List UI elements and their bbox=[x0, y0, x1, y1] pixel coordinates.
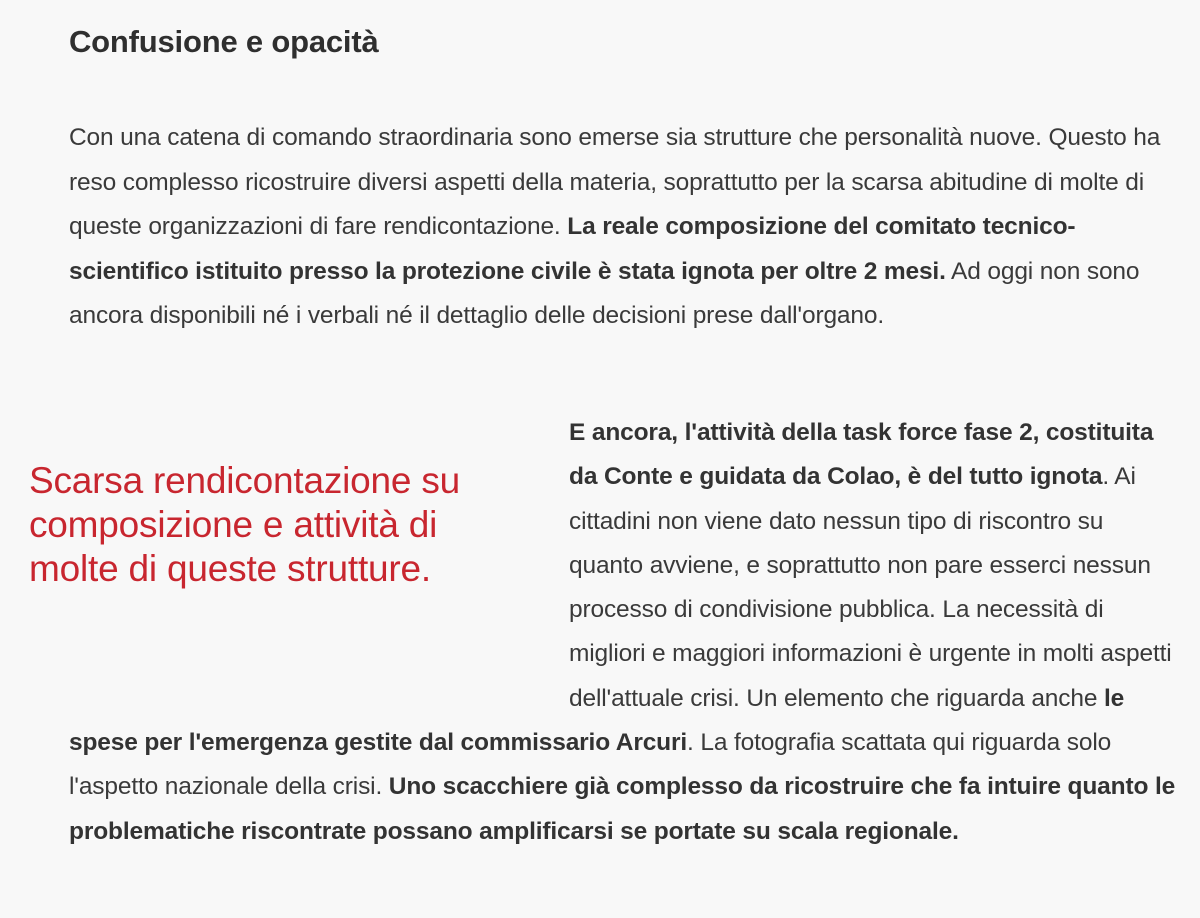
section-heading: Confusione e opacità bbox=[69, 24, 379, 59]
pullquote bbox=[29, 411, 569, 721]
paragraph-2-bold-2: le spese per l'emergenza gestite dal commissario Arcuri bbox=[69, 684, 1125, 757]
paragraph-1-text-1: Con una catena di comando straordinaria sono emerse sia strutture che personalità nuove. Questo ha reso complesso ricostruire diversi aspetti della materia, soprattutto per la scarsa abitudine di molte di queste organizzazioni di fare rendicontazione. bbox=[69, 124, 1161, 240]
paragraph-1 bbox=[69, 116, 1179, 339]
paragraph-2 bbox=[29, 411, 1181, 854]
paragraph-2-text-1: . Ai cittadini non viene dato nessun tipo di riscontro su quanto avviene, e soprattutto non pare esserci nessun processo di condivisione pubblica. La necessità di migliori e maggiori informazioni è urgente in molti aspetti dell'attuale crisi. Un elemento che riguarda anche bbox=[569, 463, 1172, 712]
paragraph-1-text-2: Ad oggi non sono ancora disponibili né i verbali né il dettaglio delle decisioni prese dall'organo. bbox=[69, 257, 1140, 329]
pullquote-text: Scarsa rendicontazione su composizione e attività di molte di queste strutture. bbox=[29, 460, 461, 589]
paragraph-1-bold-1: La reale composizione del comitato tecnico-scientifico istituito presso la protezione civile è stata ignota per oltre 2 mesi. bbox=[69, 213, 1076, 285]
paragraph-2-text-2: . La fotografia scattata qui riguarda solo l'aspetto nazionale della crisi. bbox=[69, 729, 1112, 801]
paragraph-2-bold-1: E ancora, l'attività della task force fase 2, costituita da Conte e guidata da Colao, è del tutto ignota bbox=[569, 419, 1154, 491]
paragraph-2-bold-3: Uno scacchiere già complesso da ricostruire che fa intuire quanto le problematiche riscontrate possano amplificarsi se portate su scala regionale. bbox=[69, 773, 1176, 845]
